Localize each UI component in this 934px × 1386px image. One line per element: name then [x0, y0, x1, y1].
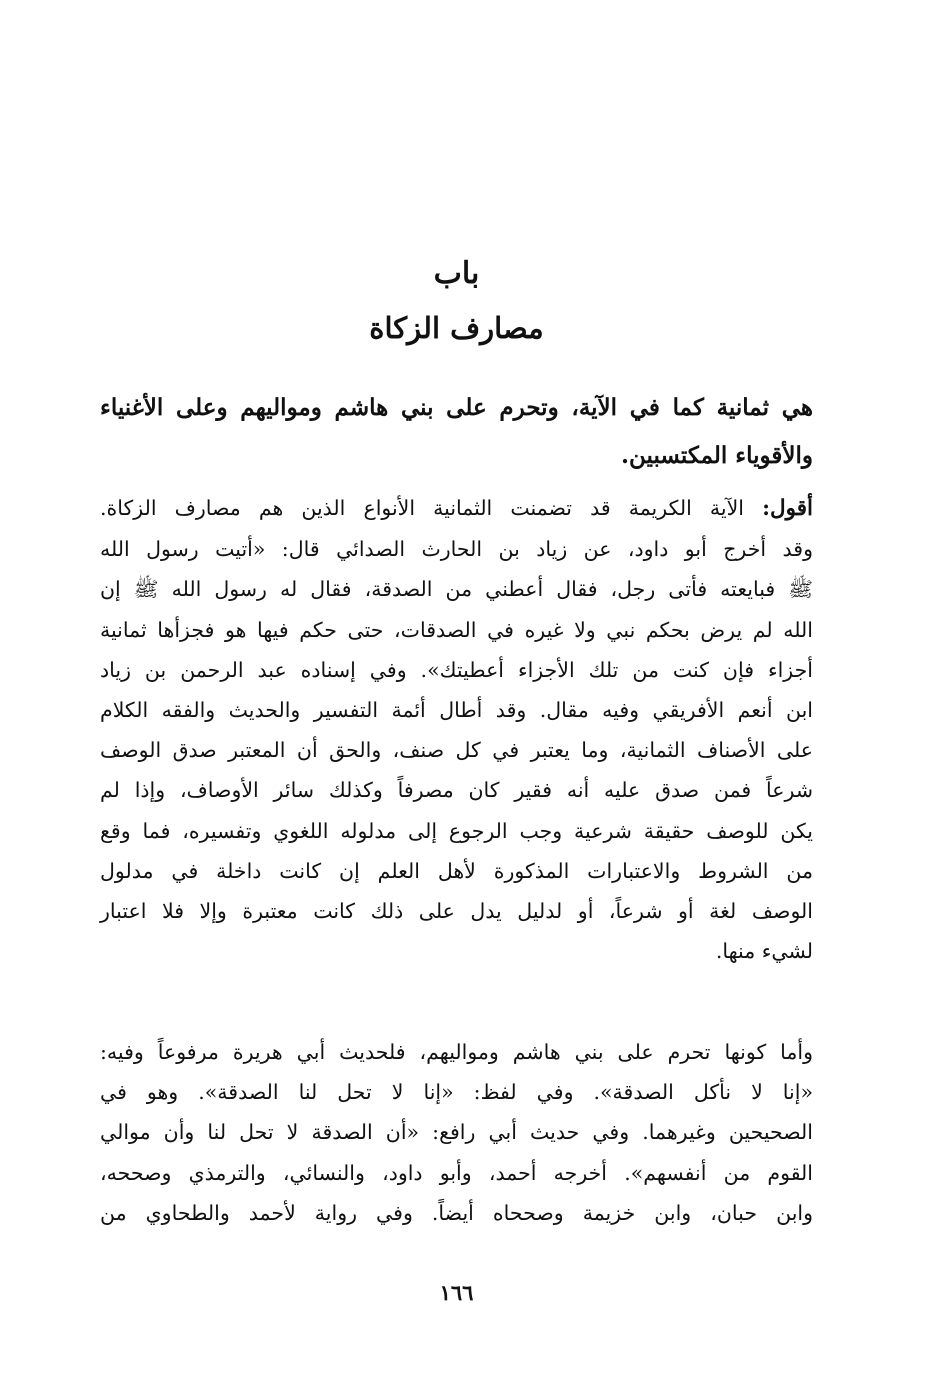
commentary-line: الله لم يرض بحكم نبي ولا غيره في الصدقات، حتى حكم فيها هو فجزأها ثمانية [100, 617, 813, 642]
commentary-line: الصحيحين وغيرهما. وفي حديث أبي رافع: «أن الصدقة لا تحل لنا وأن موالي [100, 1120, 813, 1145]
commentary-lead-word: أقول: [762, 496, 813, 521]
page-number: ١٦٦ [439, 1280, 474, 1305]
commentary-line: على الأصناف الثمانية، وما يعتبر في كل صنف، والحق أن المعتبر صدق الوصف [100, 738, 813, 763]
commentary-line: ﷺ فبايعته فأتى رجل، فقال أعطني من الصدقة، فقال له رسول الله ﷺ إن [100, 577, 813, 602]
matn-line: هي ثمانية كما في الآية، وتحرم على بني هاشم ومواليهم وعلى الأغنياء [100, 394, 813, 421]
chapter-label: باب [433, 256, 480, 291]
book-page [100, 0, 813, 1386]
commentary-line: «إنا لا نأكل الصدقة». وفي لفظ: «إنا لا تحل لنا الصدقة». وهو في [100, 1080, 813, 1105]
commentary-line: وابن حبان، وابن خزيمة وصححاه أيضاً. وفي رواية لأحمد والطحاوي من [100, 1200, 813, 1225]
commentary-line: الوصف لغة أو شرعاً، أو لدليل يدل على ذلك كانت معتبرة وإلا فلا اعتبار [100, 899, 813, 924]
commentary-paragraph-2 [100, 1032, 813, 1233]
commentary-first-line [100, 488, 813, 529]
matn-text [100, 384, 813, 480]
commentary-paragraph-1 [100, 488, 813, 971]
commentary-line: يكن للوصف حقيقة شرعية وجب الرجوع إلى مدلوله اللغوي وتفسيره، فما وقع [100, 818, 813, 843]
commentary-line: شرعاً فمن صدق عليه أنه فقير كان مصرفاً وكذلك سائر الأوصاف، وإذا لم [100, 778, 813, 803]
matn-line: والأقوياء المكتسبين. [621, 442, 813, 469]
commentary-line: أجزاء فإن كنت من تلك الأجزاء أعطيتك». وفي إسناده عبد الرحمن بن زياد [100, 657, 813, 682]
commentary-line: لشيء منها. [715, 939, 813, 964]
commentary-first-line-text: الآية الكريمة قد تضمنت الثمانية الأنواع الذين هم مصارف الزكاة. [100, 496, 763, 520]
commentary-line: وأما كونها تحرم على بني هاشم ومواليهم، فلحديث أبي هريرة مرفوعاً وفيه: [100, 1040, 813, 1064]
commentary-line: ابن أنعم الأفريقي وفيه مقال. وقد أطال أئمة التفسير والحديث والفقه الكلام [100, 698, 813, 723]
commentary-line: القوم من أنفسهم». أخرجه أحمد، وأبو داود، والنسائي، والترمذي وصححه، [100, 1160, 813, 1185]
commentary-line: وقد أخرج أبو داود، عن زياد بن الحارث الصدائي قال: «أتيت رسول الله [100, 537, 813, 562]
chapter-title: مصارف الزكاة [369, 311, 544, 345]
commentary-line: من الشروط والاعتبارات المذكورة لأهل العلم إن كانت داخلة في مدلول [100, 858, 813, 883]
